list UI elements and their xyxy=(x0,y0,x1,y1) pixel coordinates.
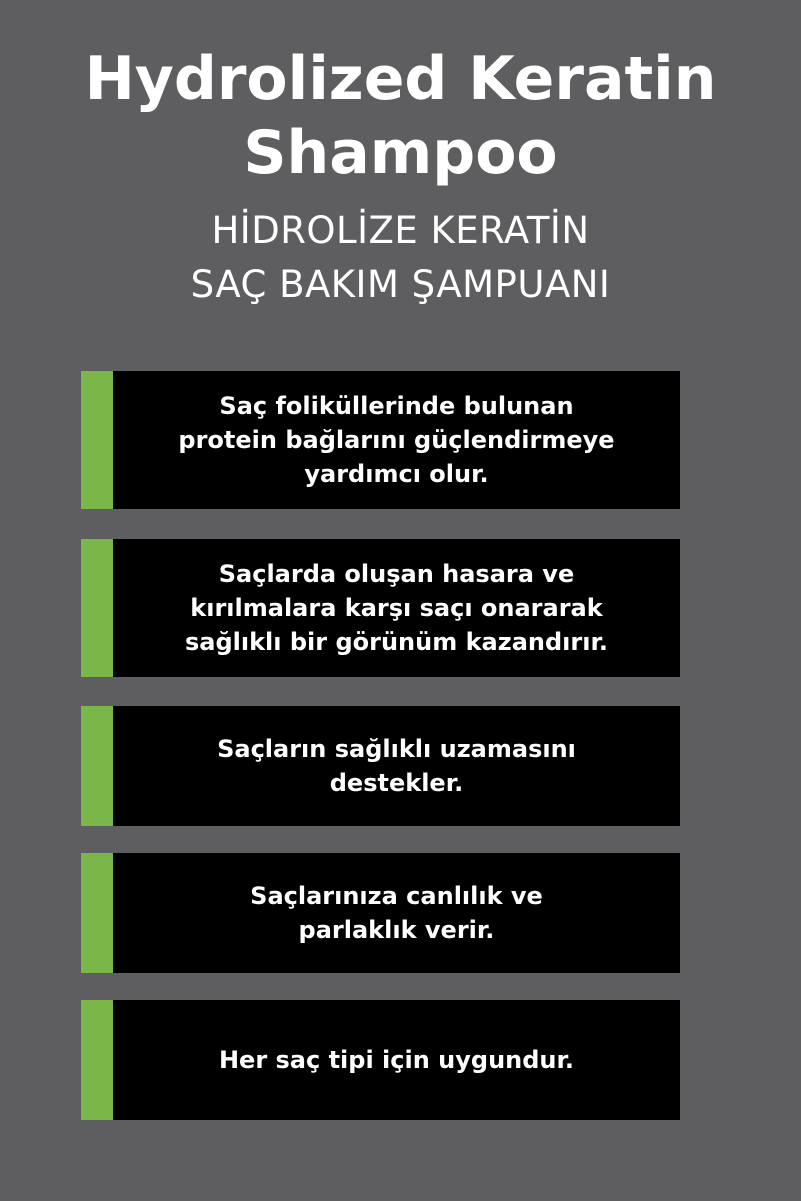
subtitle xyxy=(0,204,801,312)
feature-card xyxy=(81,853,680,973)
feature-card xyxy=(81,539,680,677)
feature-text: Her saç tipi için uygundur. xyxy=(218,1046,575,1074)
title-line-1: Hydrolized Keratin xyxy=(84,44,717,114)
card-accent-bar xyxy=(81,1000,113,1120)
feature-card xyxy=(81,371,680,509)
feature-card xyxy=(81,1000,680,1120)
card-accent-bar xyxy=(81,371,113,509)
feature-text: Saçların sağlıklı uzamasını destekler. xyxy=(217,735,576,797)
title-line-2: Shampoo xyxy=(243,118,558,188)
card-accent-bar xyxy=(81,539,113,677)
title xyxy=(0,42,801,190)
feature-card xyxy=(81,706,680,826)
card-accent-bar xyxy=(81,853,113,973)
card-accent-bar xyxy=(81,706,113,826)
feature-text: Saçlarda oluşan hasara ve kırılmalara karşı saçı onararak sağlıklı bir görünüm kazandırır. xyxy=(184,560,608,656)
feature-text: Saç foliküllerinde bulunan protein bağlarını güçlendirmeye yardımcı olur. xyxy=(178,392,615,488)
feature-text: Saçlarınıza canlılık ve parlaklık verir. xyxy=(250,882,543,944)
subtitle-line-2: SAÇ BAKIM ŞAMPUANI xyxy=(190,263,611,306)
subtitle-line-1: HİDROLİZE KERATİN xyxy=(211,209,590,252)
